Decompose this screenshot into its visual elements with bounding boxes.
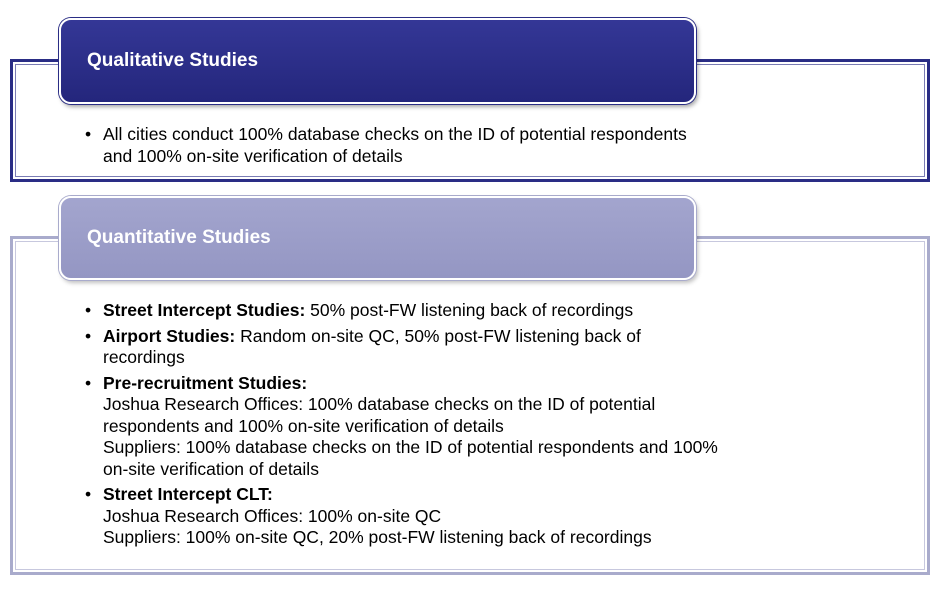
bullet-line: on-site verification of details xyxy=(103,458,319,479)
bullet-line: respondents and 100% on-site verification of details xyxy=(103,415,504,436)
qualitative-bullet-list xyxy=(85,124,865,167)
qualitative-bullet xyxy=(85,124,865,167)
quantitative-title: Quantitative Studies xyxy=(87,227,271,248)
bullet-line: Joshua Research Offices: 100% database checks on the ID of potential xyxy=(103,394,656,414)
bullet-text: 50% post-FW listening back of recordings xyxy=(305,300,634,320)
bullet-line: Suppliers: 100% database checks on the ID of potential respondents and 100% xyxy=(103,437,718,457)
bullet-text: Random on-site QC, 50% post-FW listening back of xyxy=(235,325,641,346)
quantitative-bullet-street-intercept-clt xyxy=(85,484,865,549)
quantitative-bullet-pre-recruitment xyxy=(85,373,865,481)
bullet-line: Joshua Research Offices: 100% on-site QC xyxy=(103,505,442,526)
quantitative-bullet-airport xyxy=(85,326,865,369)
bullet-label: • Pre-recruitment Studies: xyxy=(103,372,308,393)
bullet-label: Street Intercept Studies: xyxy=(103,300,306,320)
qualitative-bullet-line: • All cities conduct 100% database checks on the ID of potential respondents xyxy=(103,124,687,144)
qualitative-header xyxy=(59,18,696,104)
qualitative-bullet-line: and 100% on-site verification of details xyxy=(103,145,403,166)
bullet-line: recordings xyxy=(103,347,185,367)
qualitative-title: Qualitative Studies xyxy=(87,50,259,71)
quantitative-bullet-street-intercept xyxy=(85,300,865,322)
bullet-line: Suppliers: 100% on-site QC, 20% post-FW listening back of recordings xyxy=(103,527,652,547)
bullet-label: Airport Studies: xyxy=(103,325,236,346)
quantitative-bullet-list xyxy=(85,300,865,553)
quantitative-header xyxy=(59,196,696,280)
bullet-label: • Street Intercept CLT: xyxy=(103,484,273,504)
